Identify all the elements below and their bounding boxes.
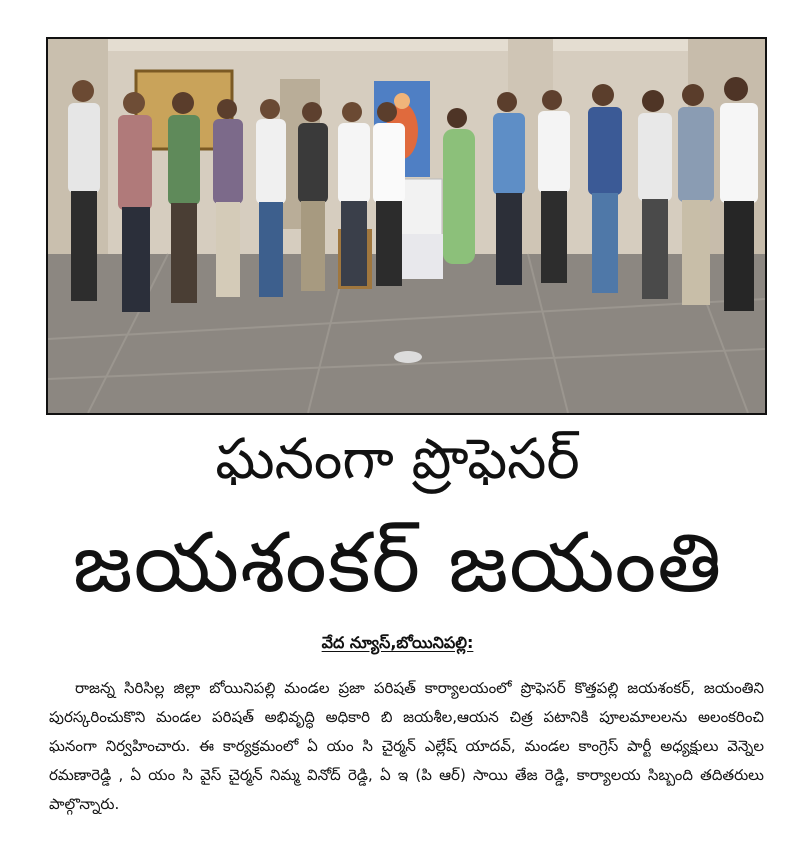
headline-line-1: ఘనంగా ప్రొఫెసర్ — [215, 427, 580, 492]
news-photo — [46, 37, 767, 415]
headline-line-2: జయశంకర్ జయంతి — [72, 516, 723, 611]
byline — [0, 632, 795, 654]
byline-text: వేద న్యూస్,బోయినిపల్లి: — [321, 633, 474, 652]
article-body: రాజన్న సిరిసిల్ల జిల్లా బోయినిపల్లి మండల ప్రజా పరిషత్ కార్యాలయంలో ప్రొఫెసర్ కొత్తపల్లి జయశంకర్, జయంతిని పురస్కరించుకొని మండల పరిషత్ అభివృద్ధి అధికారి బి జయశీల,ఆయన చిత్ర పటానికి పూలమాలలను అలంకరించి ఘనంగా నిర్వహించారు. ఈ కార్యక్రమంలో ఏ యం సి చైర్మన్ ఎల్లేష్ యాదవ్, మండల కాంగ్రెస్ పార్టీ అధ్యక్షులు వెన్నెల రమణారెడ్డి , ఏ యం సి వైస్ చైర్మన్ నిమ్మ వినోద్ రెడ్డి, ఏ ఇ (పి ఆర్) సాయి తేజ రెడ్డి, కార్యాలయ సిబ్బంది తదితరులు పాల్గొన్నారు. — [49, 679, 764, 813]
